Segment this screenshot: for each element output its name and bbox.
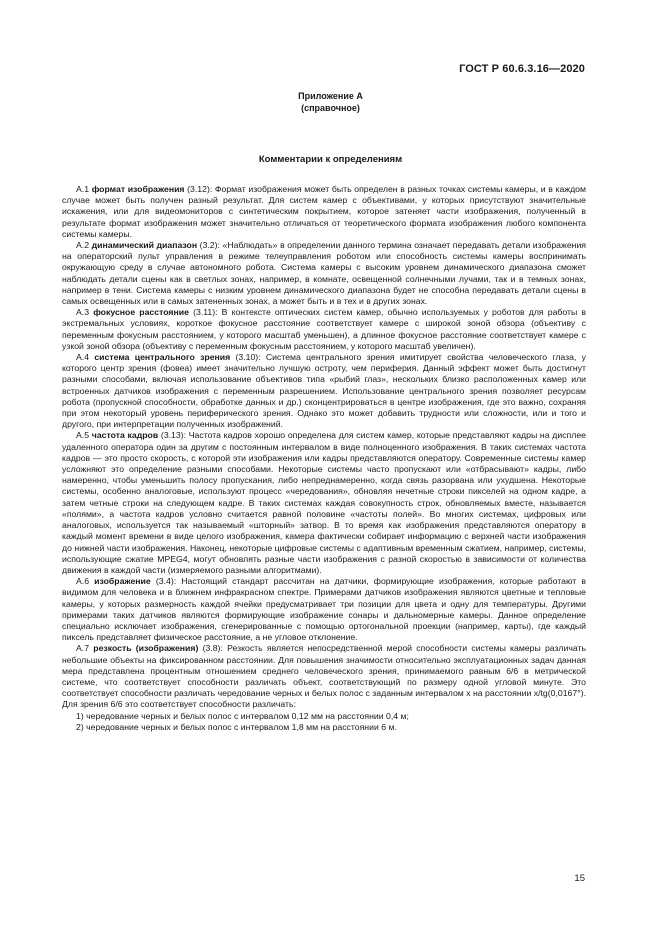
entry-term: динамический диапазон [91, 240, 198, 251]
appendix-heading [0, 90, 661, 114]
document-body [62, 184, 586, 733]
entry-text: (3.10): Система центрального зрения имитирует свойства человеческого глаза, у которого центр зрения (фовеа) имеет значительно лучшую остроту, чем периферия. Данный эффект может быть достигнут разными способами, включая использование объективов типа «рыбий глаз», нескольких близко расположенных камер или встроенных датчиков изображения с переменным разрешением. Использование центрального зрения позволяет ресурсам робота (пропускной способности, обработке данных и др.) сконцентрироваться в центре изображения, где это важно, сохраняя при этом некоторый уровень периферического зрения. Однако это может добавить трудности или сложности, или и того и другого, при интерпретации полученных изображений. [62, 352, 586, 430]
entry-number: А.6 [76, 576, 90, 587]
appendix-note: (справочное) [301, 103, 360, 113]
entry-number: А.2 [76, 240, 90, 251]
standard-number: ГОСТ Р 60.6.3.16—2020 [459, 63, 585, 75]
entry-a3 [62, 307, 586, 352]
entry-number: А.4 [76, 352, 90, 363]
entry-text: (3.8): Резкость является непосредственной мерой способности системы камеры различать небольшие объекты на фиксированном расстоянии. Для повышения значимости относительно эксплуатационных задач данная мера представлена процентным отношением среднего человеческого зрения, принимаемого равным 6/6 в метрической системе, что соответствует способности различать объект, соответствующий по размеру одной угловой минуте. Это соответствует способности различать чередование черных и белых полос с заданным интервалом x на расстоянии x/tg(0,0167°). Для зрения 6/6 это соответствует способности различать: [62, 643, 586, 710]
entry-term: частота кадров [91, 430, 159, 441]
section-title: Комментарии к определениям [258, 154, 403, 165]
entry-a4 [62, 352, 586, 430]
entry-number: А.1 [76, 184, 90, 194]
list-item: 1) чередование черных и белых полос с интервалом 0,12 мм на расстоянии 0,4 м; [76, 710, 409, 721]
entry-a1 [62, 184, 586, 240]
entry-text: (3.13): Частота кадров хорошо определена для систем камер, которые представляют кадры на дисплее удаленного оператора один за другим с постоянным интервалом в виде полноценного изображения. В таких системах частота кадров — это просто скорость, с которой эти изображения или кадры представляются оператору. Современные системы камер усложняют это определение разными способами. Некоторые системы часто пропускают или «отбрасывают» кадры, либо намеренно, чтобы уменьшить полосу пропускания, либо непреднамеренно, когда связь разорвана или ухудшена. Некоторые системы, особенно аналоговые, используют процесс «чередования», обновляя нечетные строки пикселей на одном кадре, а затем четные строки на следующем кадре. В таких системах каждая совокупность строк, обновляемых вместе, называется «полями», а частота кадров условно считается равной половине «частоты полей». Во многих системах, цифровых или аналоговых, используется так называемый «шторный» затвор. В то время как изображения представляются оператору в каждый момент времени в виде целого изображения, камера фактически собирает информацию с верхней части изображения до нижней части изображения. Наконец, некоторые цифровые системы с адаптивным временным сжатием, например, системы, использующие сжатие MPEG4, могут обновлять разные части изображения с разной скоростью в зависимости от количества движения в каждой части (измеряемого разными алгоритмами). [62, 430, 586, 575]
entry-text: (3.4): Настоящий стандарт рассчитан на датчики, формирующие изображения, которые работают в видимом для человека и в ближнем инфракрасном спектре. Примерами датчиков изображения являются цветные и тепловые камеры, у которых размерность каждой ячейки предусматривает три позиции для цвета и одну для температуры. Другими примерами таких датчиков являются формирующие изображение сонары и дальномерные камеры. Данное определение специально исключает изображения, сгенерированные с помощью ортогональной проекции (например, карты), где каждый пиксель представляет физическое расстояние, а не угловое отклонение. [62, 576, 587, 643]
page-number: 15 [574, 873, 585, 884]
entry-number: А.7 [76, 643, 90, 654]
entry-a2 [62, 240, 586, 307]
entry-a5 [62, 430, 586, 576]
appendix-title: Приложение А [298, 91, 363, 101]
entry-number: А.3 [76, 307, 90, 318]
entry-number: А.5 [76, 430, 90, 441]
entry-term: система центрального зрения [94, 352, 231, 363]
entry-term: формат изображения [91, 184, 185, 194]
entry-text: (3.12): Формат изображения может быть определен в разных точках системы камеры, и в каждом случае может быть получен разный результат. Для систем камер с объективами, у которых присутствуют значительные искажения, или для видеомониторов с синтетическим покрытием, которое затеняет части изображения, полученный в результате формат изображения может значительно отличаться от теоретического формата изображения любого компонента системы камеры. [62, 184, 586, 239]
entry-term: фокусное расстояние [93, 307, 189, 318]
entry-text: (3.11): В контексте оптических систем камер, обычно используемых у роботов для работы в экстремальных условиях, короткое фокусное расстояние соответствует камере с широкой зоной обзора (объективу с переменным фокусным расстоянием, у которого масштаб уменьшен), а длинное фокусное расстояние соответствует камере с узкой зоной обзора (объективу с переменным фокусным расстоянием, у которого масштаб увеличен). [62, 307, 586, 351]
list-item: 2) чередование черных и белых полос с интервалом 1,8 мм на расстоянии 6 м. [76, 721, 397, 732]
entry-text: (3.2): «Наблюдать» в определении данного термина означает передавать детали изображения на операторский пульт управления в режиме телеуправления роботом или способность системы камеры воспринимать окружающую среду в случае автономного робота. Система камеры с высоким уровнем динамического диапазона сможет наблюдать детали сцены как в светлых зонах, например, в комнате, освещенной солнечными лучами, так и в темных зонах, например в тени. Система камеры с низким уровнем динамического диапазона будет не способна передавать детали сцены в самых освещенных или в самых затененных зонах, а может быть и в тех и в других зонах. [62, 240, 587, 307]
entry-term: резкость (изображения) [93, 643, 199, 654]
entry-term: изображение [94, 576, 151, 587]
entry-a6 [62, 576, 586, 643]
entry-a7 [62, 643, 586, 710]
